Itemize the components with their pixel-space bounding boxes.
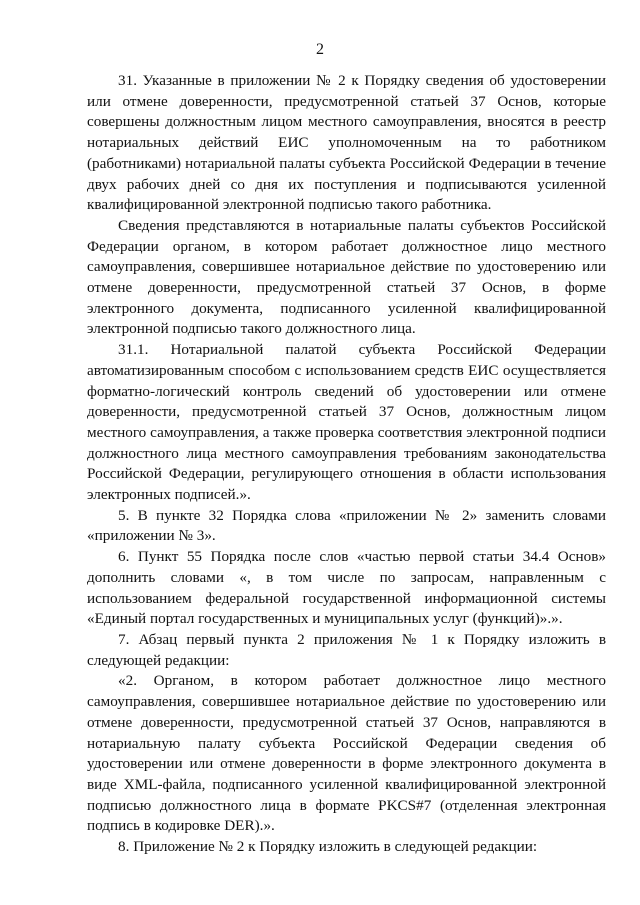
- page-number: 2: [316, 41, 324, 58]
- paragraph-31-1: 31.1. Нотариальной палатой субъекта Российской Федерации автоматизированным способом с использованием средств ЕИС осуществляется форматно-логический контроль сведений об удостоверении или отмене доверенности, предусмотренной статьей 37 Основ, должностным лицом местного самоуправления, а также проверка соответствия электронной подписи должностного лица местного самоуправления требованиям законодательства Российской Федерации, регулирующего отношения в области использования электронных подписей.».: [87, 341, 606, 504]
- paragraph-31: 31. Указанные в приложении № 2 к Порядку сведения об удостоверении или отмене доверенности, предусмотренной статьей 37 Основ, которые совершены должностным лицом местного самоуправления, вносятся в реестр нотариальных действий ЕИС уполномоченным на то работником (работниками) нотариальной палаты субъекта Российской Федерации в течение двух рабочих дней со дня их поступления и подписываются усиленной квалифицированной электронной подписью такого работника.: [87, 72, 606, 214]
- document-body: [87, 71, 606, 858]
- paragraph-item-5: 5. В пункте 32 Порядка слова «приложении № 2» заменить словами «приложении № 3».: [87, 506, 606, 545]
- paragraph-item-8: 8. Приложение № 2 к Порядку изложить в следующей редакции:: [118, 838, 538, 856]
- paragraph-quoted-2: «2. Органом, в котором работает должностное лицо местного самоуправления, совершившее нотариальное действие по удостоверению или отмене доверенности, предусмотренной статьей 37 Основ, направляются в нотариальную палату субъекта Российской Федерации сведения об удостоверении или отмене доверенности в форме электронного документа в виде XML-файла, подписанного усиленной квалифицированной электронной подписью должностного лица в формате PKCS#7 (отделенная электронная подпись в кодировке DER).».: [87, 672, 606, 835]
- paragraph-info-submission: Сведения представляются в нотариальные палаты субъектов Российской Федерации органом, в котором работает должностное лицо местного самоуправления, совершившее нотариальное действие по удостоверению или отмене доверенности, предусмотренной статьей 37 Основ, в форме электронного документа, подписанного усиленной квалифицированной электронной подписью такого должностного лица.: [87, 216, 606, 338]
- paragraph-item-7: 7. Абзац первый пункта 2 приложения № 1 к Порядку изложить в следующей редакции:: [87, 630, 606, 669]
- paragraph-item-6: 6. Пункт 55 Порядка после слов «частью первой статьи 34.4 Основ» дополнить словами «, в том числе по запросам, направленным с использованием федеральной государственной информационной системы «Единый портал государственных и муниципальных услуг (функций)».».: [87, 548, 606, 628]
